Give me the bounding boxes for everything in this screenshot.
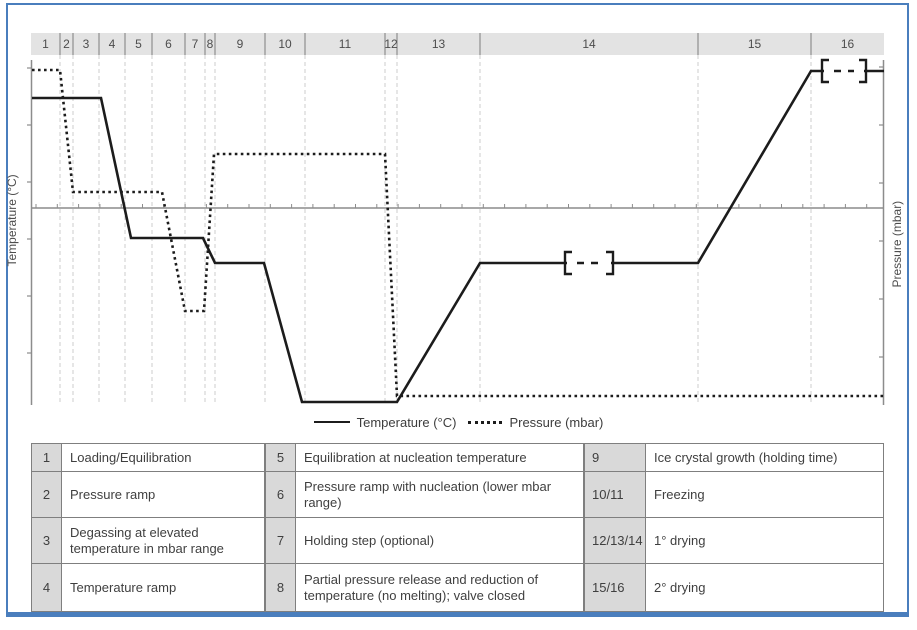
phase-number: 13 xyxy=(431,37,446,51)
phase-description-cell: Partial pressure release and reduction of temperature (no melting); valve closed xyxy=(296,564,584,612)
time-break-mask xyxy=(567,260,611,266)
temperature-line-swatch xyxy=(314,421,350,423)
legend-temperature-label: Temperature (°C) xyxy=(356,414,457,430)
phase-description-cell: Degassing at elevated temperature in mbar range xyxy=(62,518,265,564)
phase-number: 8 xyxy=(206,37,214,51)
table-row xyxy=(585,472,884,518)
phase-description-cell: 2° drying xyxy=(646,564,884,612)
phase-number-cell: 15/16 xyxy=(585,564,646,612)
phase-description-cell: Equilibration at nucleation temperature xyxy=(296,444,584,472)
phase-number: 16 xyxy=(840,37,855,51)
phase-number-cell: 2 xyxy=(32,472,62,518)
phase-number: 2 xyxy=(63,37,70,51)
right-axis-title: Pressure (mbar) xyxy=(890,200,904,288)
phase-number: 12 xyxy=(384,37,398,51)
phase-number: 7 xyxy=(191,37,199,51)
phase-description-cell: Freezing xyxy=(646,472,884,518)
phase-number-cell: 1 xyxy=(32,444,62,472)
phase-number-cell: 4 xyxy=(32,564,62,612)
time-break-mask xyxy=(824,68,864,74)
phase-number: 14 xyxy=(582,37,596,51)
phase-number: 10 xyxy=(278,37,292,51)
table-row xyxy=(266,518,584,564)
phase-number: 3 xyxy=(82,37,90,51)
phase-description-cell: Loading/Equilibration xyxy=(62,444,265,472)
phase-number-cell: 6 xyxy=(266,472,296,518)
phase-description-cell: Holding step (optional) xyxy=(296,518,584,564)
left-axis-title: Temperature (°C) xyxy=(5,174,19,267)
phase-description-cell: Pressure ramp xyxy=(62,472,265,518)
table-row xyxy=(32,564,265,612)
pressure-dotted-swatch xyxy=(468,421,502,424)
phase-table-group-1 xyxy=(31,443,265,612)
legend-item-temperature xyxy=(314,415,457,430)
table-row xyxy=(266,444,584,472)
pressure-curve xyxy=(32,70,884,396)
phase-number: 1 xyxy=(42,37,49,51)
chart-legend xyxy=(0,413,917,431)
phase-number: 15 xyxy=(747,37,762,51)
table-row xyxy=(32,444,265,472)
phase-number-cell: 12/13/14 xyxy=(585,518,646,564)
phase-description-cell: Pressure ramp with nucleation (lower mbar range) xyxy=(296,472,584,518)
legend-item-pressure xyxy=(468,415,603,430)
phase-number: 4 xyxy=(108,37,116,51)
phase-number-cell: 9 xyxy=(585,444,646,472)
temperature-curve xyxy=(32,71,884,402)
phase-number-cell: 10/11 xyxy=(585,472,646,518)
phase-description-cell: Temperature ramp xyxy=(62,564,265,612)
phase-number: 9 xyxy=(236,37,244,51)
table-row xyxy=(32,472,265,518)
table-row xyxy=(32,518,265,564)
phase-number: 6 xyxy=(165,37,172,51)
table-row xyxy=(585,518,884,564)
phase-number: 5 xyxy=(135,37,142,51)
table-row xyxy=(266,564,584,612)
phase-number-cell: 3 xyxy=(32,518,62,564)
phase-table-group-2 xyxy=(265,443,584,612)
phase-number-cell: 7 xyxy=(266,518,296,564)
phase-table-group-3 xyxy=(584,443,884,612)
phase-number-cell: 5 xyxy=(266,444,296,472)
phase-description-cell: Ice crystal growth (holding time) xyxy=(646,444,884,472)
phase-number-cell: 8 xyxy=(266,564,296,612)
table-row xyxy=(266,472,584,518)
legend-pressure-label: Pressure (mbar) xyxy=(509,414,604,430)
phase-description-cell: 1° drying xyxy=(646,518,884,564)
phase-number: 11 xyxy=(338,37,352,51)
table-row xyxy=(585,564,884,612)
table-row xyxy=(585,444,884,472)
